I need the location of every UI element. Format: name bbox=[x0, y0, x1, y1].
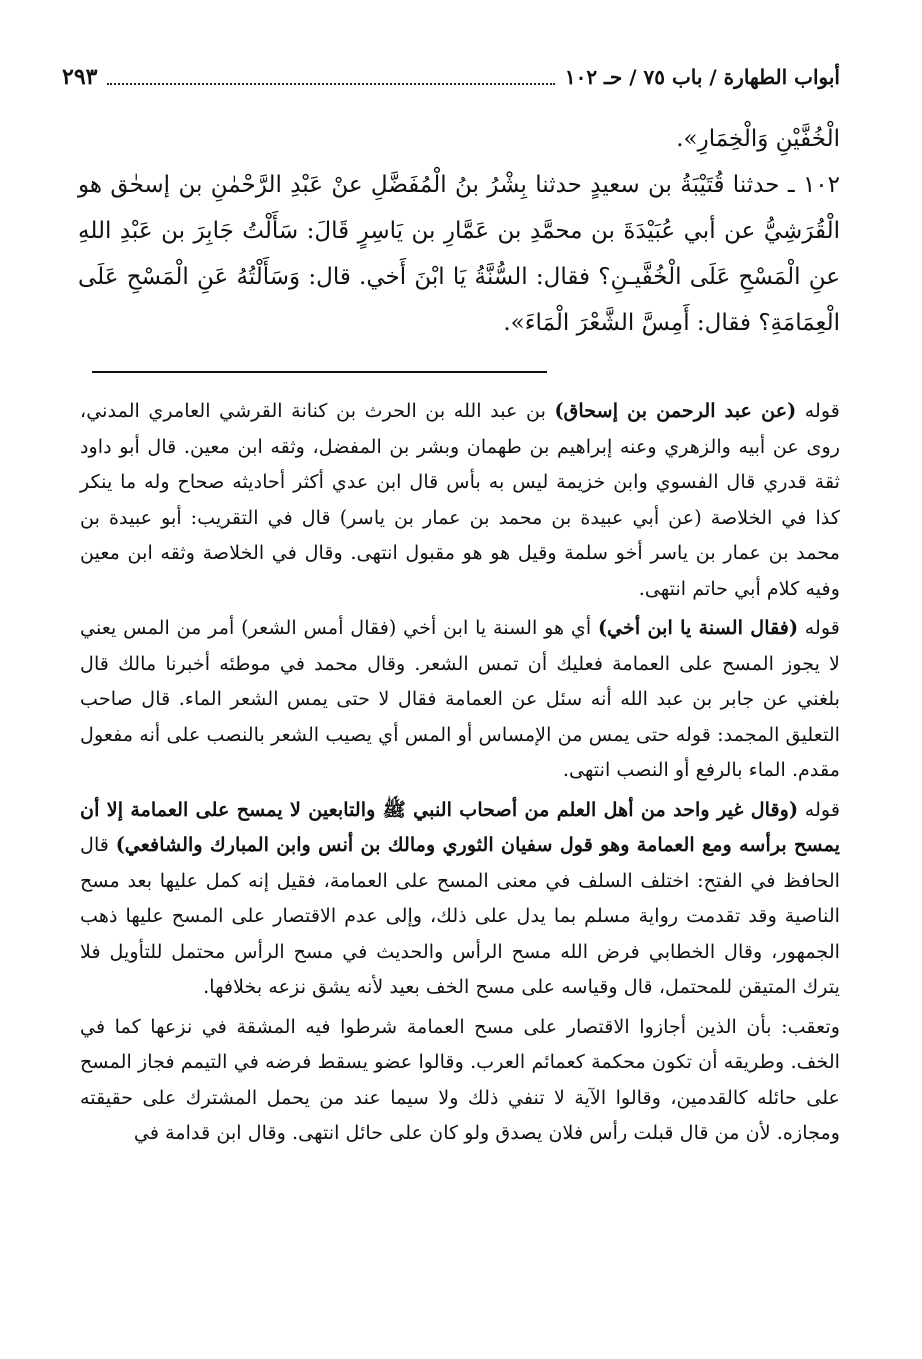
running-title: أبواب الطهارة / باب ٧٥ / حـ ١٠٢ bbox=[564, 65, 840, 89]
commentary-paragraph bbox=[80, 792, 840, 1005]
commentary bbox=[80, 393, 840, 1155]
commentary-body: بأن الذين أجازوا الاقتصار على مسح العمامة شرطوا فيه المشقة في نزعها كما في الخف. وطريقه أن تكون محكمة كعمائم العرب. وقالوا عضو يسقط فرضه في التيمم فجاز المسح على حائله كالقدمين، وقالوا الآية لا تنفي ذلك ولا سيما عند من يحمل المشترك على حقيقته ومجازه. لأن من قال قبلت رأس فلان يصدق ولو كان على حائل انتهى. وقال ابن قدامة في bbox=[80, 1014, 840, 1144]
header-dot-leader bbox=[107, 69, 554, 85]
commentary-paragraph bbox=[80, 393, 840, 606]
hadith-102: ١٠٢ ـ حدثنا قُتَيْبَةُ بن سعيدٍ حدثنا بِشْرُ بنُ الْمُفَضَّلِ عنْ عَبْدِ الرَّحْمٰنِ بن إسحٰق هو الْقُرَشِيُّ عن أبي عُبَيْدَةَ بن محمَّدِ بن عَمَّارِ بن يَاسِرٍ قَالَ: سَأَلْتُ جَابِرَ بن عَبْدِ اللهِ عنِ الْمَسْحِ عَلَى الْخُفَّيـنِ؟ فقال: السُّنَّةُ يَا ابْنَ أَخي. قال: وَسَأَلْتُهُ عَنِ الْمَسْحِ عَلَى الْعِمَامَةِ؟ فقال: أَمِسَّ الشَّعْرَ الْمَاءَ». bbox=[78, 172, 840, 336]
commentary-quote: (فقال السنة يا ابن أخي) bbox=[597, 616, 799, 639]
running-header bbox=[62, 60, 840, 94]
commentary-body: قال الحافظ في الفتح: اختلف السلف في معنى المسح على العمامة، فقيل إنه كمل عليها بعد مسح الناصية وقد تقدمت رواية مسلم بما يدل على ذلك، وإلى عدم الاقتصار على المسح عليها ذهب الجمهور، وقال الخطابي فرض الله مسح الرأس والحديث في مسح الرأس محتمل للتأويل فلا يترك المتيقن للمحتمل، قال وقياسه على مسح الخف بعيد لأنه يشق نزعه بخلافها. bbox=[80, 833, 840, 998]
hadith-text bbox=[78, 116, 840, 346]
commentary-paragraph bbox=[80, 610, 840, 788]
commentary-body: أي هو السنة يا ابن أخي (فقال أمس الشعر) أمر من المس يعني لا يجوز المسح على العمامة فعليك أن تمس الشعر. وقال محمد في موطئه أخبرنا مالك قال بلغني عن جابر بن عبد الله أنه سئل عن العمامة فقال لا حتى يمس الشعر الماء. قال صاحب التعليق المجمد: قوله حتى يمس من الإمساس أو المس أي يصيب الشعر بالنصب على أنه مفعول مقدم. الماء بالرفع أو النصب انتهى. bbox=[80, 616, 840, 781]
commentary-body: بن عبد الله بن الحرث بن كنانة القرشي العامري المدني، روى عن أبيه والزهري وعنه إبراهيم بن طهمان وبشر بن المفضل، وثقه ابن معين. قال أبو داود ثقة قدري قال الفسوي وابن خزيمة ليس به بأس قال ابن عدي أكثر أحاديثه صحاح وله ما ينكر كذا في الخلاصة (عن أبي عبيدة بن محمد بن عمار بن ياسر) قال في التقريب: أبو عبيدة بن محمد بن عمار بن ياسر أخو سلمة وقيل هو هو مقبول انتهى. وقال في الخلاصة وثقه ابن معين وفيه كلام أبي حاتم انتهى. bbox=[80, 399, 840, 600]
commentary-quote: (عن عبد الرحمن بن إسحاق) bbox=[554, 399, 797, 422]
commentary-lead: قوله bbox=[804, 797, 840, 821]
hadith-fragment: الْخُفَّيْنِ وَالْخِمَارِ». bbox=[676, 126, 840, 152]
commentary-paragraph bbox=[80, 1009, 840, 1151]
commentary-lead: قوله bbox=[804, 399, 840, 422]
commentary-lead: قوله bbox=[804, 616, 840, 639]
commentary-quote: (وقال غير واحد من أهل العلم من أصحاب النبي ﷺ والتابعين لا يمسح على العمامة إلا أن يمسح برأسه ومع العمامة وهو قول سفيان الثوري ومالك بن أنس وابن المبارك والشافعي) bbox=[80, 797, 840, 856]
page-number: ٢٩٣ bbox=[62, 64, 98, 90]
footnote-divider bbox=[92, 371, 547, 373]
commentary-lead: وتعقب: bbox=[781, 1014, 840, 1038]
